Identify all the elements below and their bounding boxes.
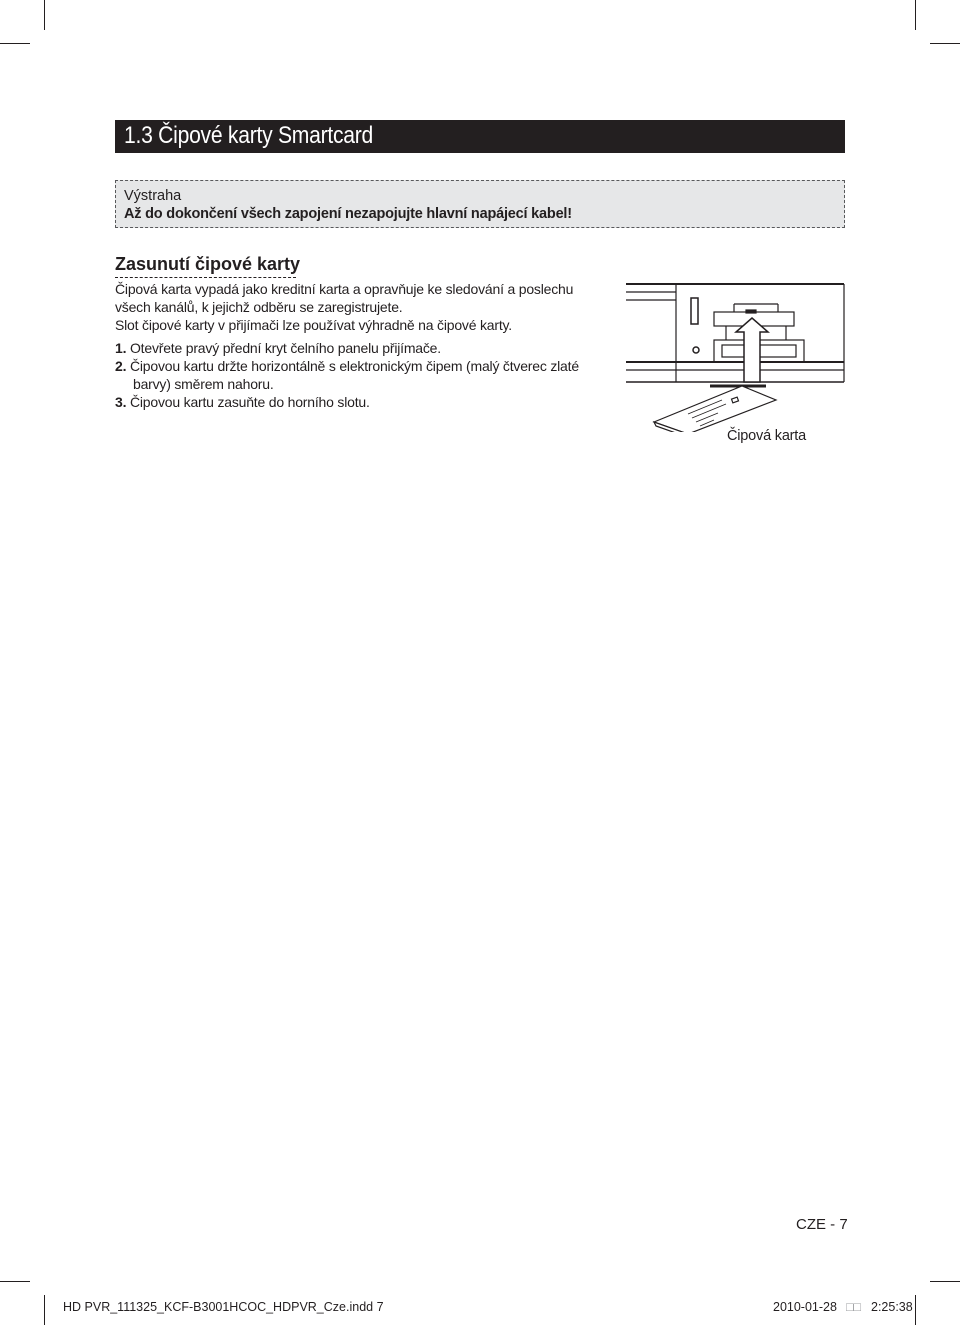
step-number: 1. [115, 340, 127, 356]
crop-mark [915, 1295, 916, 1325]
warning-box [115, 180, 845, 228]
figure-caption: Čipová karta [727, 428, 806, 444]
warning-heading: Výstraha [124, 188, 182, 204]
step-text: Čipovou kartu držte horizontálně s elektronickým čipem (malý čtverec zlaté [129, 358, 579, 374]
crop-mark [0, 43, 30, 44]
crop-mark [44, 1295, 45, 1325]
step-item [115, 358, 579, 374]
crop-mark [44, 0, 45, 30]
step-item [115, 340, 441, 356]
step-number: 3. [115, 394, 127, 410]
step-item [115, 394, 370, 410]
crop-mark [930, 43, 960, 44]
step-text: barvy) směrem nahoru. [133, 376, 274, 392]
section-title: 1.3 Čipové karty Smartcard [124, 122, 374, 149]
intro-line: Slot čipové karty v přijímači lze používat výhradně na čipové karty. [115, 317, 512, 333]
warning-text: Až do dokončení všech zapojení nezapojujte hlavní napájecí kabel! [124, 206, 572, 222]
step-item-continued [133, 376, 274, 392]
smartcard-insertion-illustration [626, 282, 848, 432]
step-text: Otevřete pravý přední kryt čelního panelu přijímače. [129, 340, 441, 356]
crop-mark [915, 0, 916, 30]
footer-filename: HD PVR_111325_KCF-B3001HCOC_HDPVR_Cze.indd 7 [63, 1300, 384, 1314]
intro-line: všech kanálů, k jejichž odběru se zaregistrujete. [115, 299, 403, 315]
step-text: Čipovou kartu zasuňte do horního slotu. [129, 394, 370, 410]
subsection-title: Zasunutí čipové karty [115, 254, 301, 274]
page-number: CZE - 7 [796, 1216, 848, 1233]
footer-time: 2:25:38 [871, 1300, 913, 1314]
intro-line: Čipová karta vypadá jako kreditní karta a opravňuje ke sledování a poslechu [115, 281, 574, 297]
footer-date: 2010-01-28 [773, 1300, 837, 1314]
subsection-underline [115, 277, 296, 278]
footer-glyphs: □□ [846, 1300, 862, 1314]
section-header [115, 120, 845, 153]
crop-mark [0, 1281, 30, 1282]
crop-mark [930, 1281, 960, 1282]
step-number: 2. [115, 358, 127, 374]
